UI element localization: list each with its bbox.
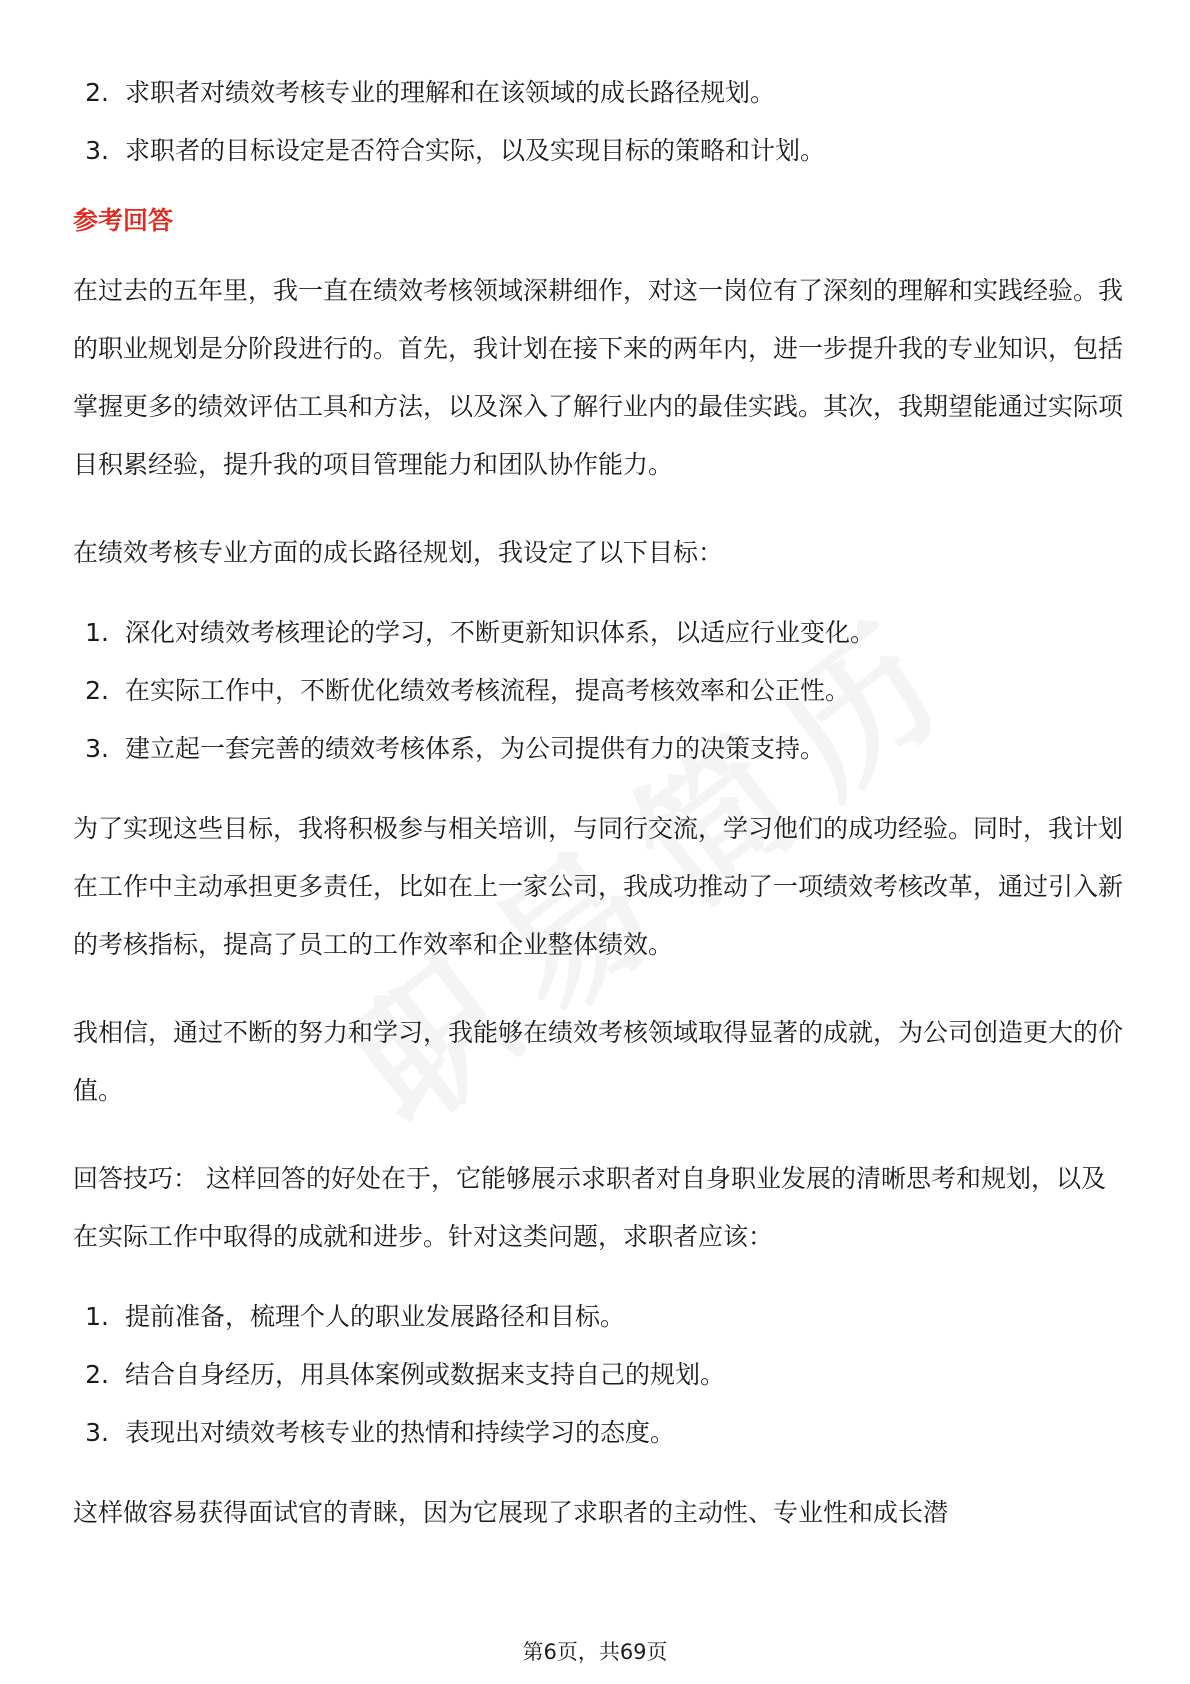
list-item-text: 表现出对绩效考核专业的热情和持续学习的态度。 [125,1418,676,1447]
goals-list [73,604,1123,778]
tips-list [73,1288,1123,1462]
list-item-number: 2. [85,78,109,107]
answer-paragraph-2: 在绩效考核专业方面的成长路径规划，我设定了以下目标： [73,538,724,567]
answer-paragraph-3: 为了实现这些目标，我将积极参与相关培训，与同行交流，学习他们的成功经验。同时，我计划在工作中主动承担更多责任，比如在上一家公司，我成功推动了一项绩效考核改革，通过引入新的考核指标，提高了员工的工作效率和企业整体绩效。 [73,814,1124,959]
list-item [73,720,1123,778]
list-item-text: 提前准备，梳理个人的职业发展路径和目标。 [125,1302,626,1331]
list-item-number: 1. [85,1302,109,1331]
list-item-number: 2. [85,676,109,705]
list-item [73,1288,1123,1346]
list-item [73,1404,1123,1462]
list-item [73,64,1123,122]
list-item-number: 3. [85,136,109,165]
list-item-text: 求职者对绩效考核专业的理解和在该领域的成长路径规划。 [125,78,776,107]
list-item [73,122,1123,180]
page-content [73,64,1123,1542]
list-item [73,662,1123,720]
section-heading: 参考回答 [73,206,174,235]
page-number: 第6页，共69页 [522,1640,668,1664]
list-item-text: 在实际工作中，不断优化绩效考核流程，提高考核效率和公正性。 [125,676,851,705]
tips-paragraph: 回答技巧： 这样回答的好处在于，它能够展示求职者对自身职业发展的清晰思考和规划，以及在实际工作中取得的成就和进步。针对这类问题，求职者应该： [73,1164,1106,1251]
list-item-text: 求职者的目标设定是否符合实际，以及实现目标的策略和计划。 [125,136,826,165]
answer-paragraph-1: 在过去的五年里，我一直在绩效考核领域深耕细作，对这一岗位有了深刻的理解和实践经验。我的职业规划是分阶段进行的。首先，我计划在接下来的两年内，进一步提升我的专业知识，包括掌握更多的绩效评估工具和方法，以及深入了解行业内的最佳实践。其次，我期望能通过实际项目积累经验，提升我的项目管理能力和团队协作能力。 [73,276,1124,479]
list-item-number: 3. [85,734,109,763]
list-item [73,1346,1123,1404]
list-item-number: 2. [85,1360,109,1389]
list-item-number: 1. [85,618,109,647]
criteria-list [73,64,1123,180]
list-item-text: 建立起一套完善的绩效考核体系，为公司提供有力的决策支持。 [125,734,826,763]
list-item-text: 结合自身经历，用具体案例或数据来支持自己的规划。 [125,1360,726,1389]
closing-paragraph: 这样做容易获得面试官的青睐，因为它展现了求职者的主动性、专业性和成长潜 [73,1498,949,1527]
answer-paragraph-4: 我相信，通过不断的努力和学习，我能够在绩效考核领域取得显著的成就，为公司创造更大的价值。 [73,1018,1124,1105]
list-item-number: 3. [85,1418,109,1447]
list-item [73,604,1123,662]
list-item-text: 深化对绩效考核理论的学习，不断更新知识体系，以适应行业变化。 [125,618,876,647]
